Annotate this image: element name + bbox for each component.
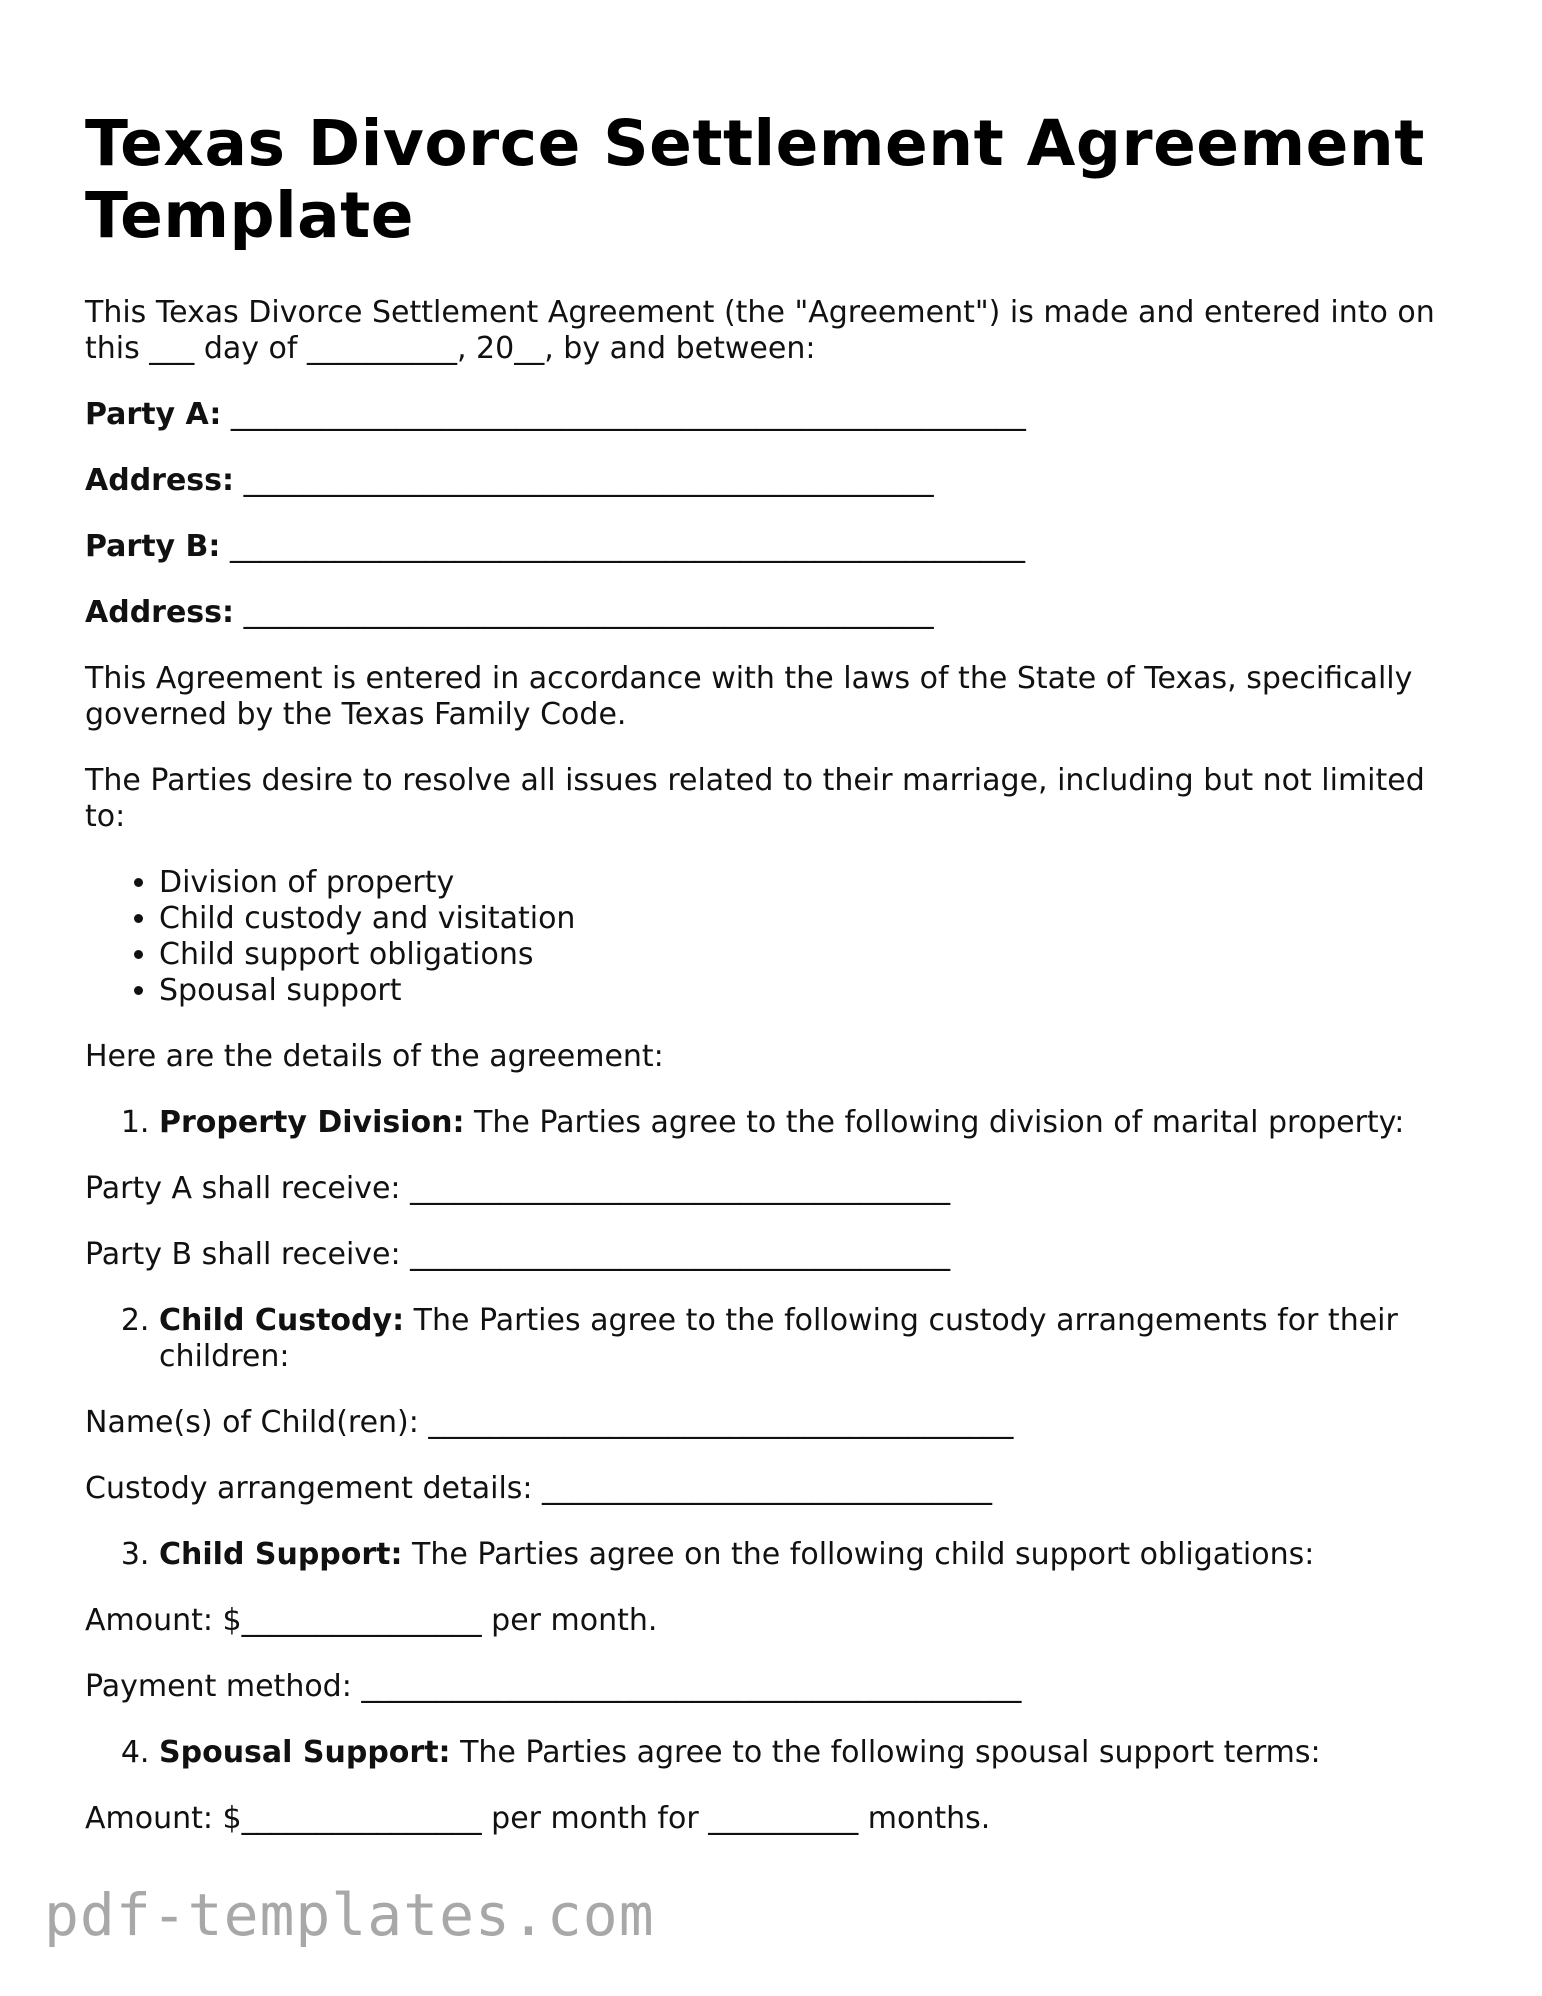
- section-heading: [159, 1537, 1465, 1573]
- party-b-receives-field: Party B shall receive: ____________________________________: [85, 1237, 951, 1272]
- section-heading: [159, 1735, 1465, 1771]
- spousal-support-amount-field: Amount: $________________ per month for __________ months.: [85, 1801, 991, 1836]
- intro-paragraph: This Texas Divorce Settlement Agreement (the "Agreement") is made and entered into on this ___ day of __________, 20__, by and between:: [85, 295, 1435, 366]
- issues-intro-paragraph: The Parties desire to resolve all issues related to their marriage, including but not limited to:: [85, 763, 1425, 834]
- section-child-support: [85, 1537, 1465, 1573]
- section-title: Property Division:: [159, 1105, 465, 1140]
- governing-law-paragraph: This Agreement is entered in accordance with the laws of the State of Texas, specifically governed by the Texas Family Code.: [85, 661, 1413, 732]
- section-text: The Parties agree to the following spousal support terms:: [450, 1735, 1321, 1770]
- party-a-field: [85, 397, 1465, 433]
- custody-details-field: Custody arrangement details: ______________________________: [85, 1471, 993, 1506]
- section-heading: [159, 1303, 1465, 1375]
- section-spousal-support: [85, 1735, 1465, 1771]
- list-item: • Division of property: [159, 865, 1465, 901]
- payment-method-field: Payment method: ____________________________________________: [85, 1669, 1022, 1704]
- document-page: [85, 108, 1465, 1867]
- party-a-address-blank: ______________________________________________: [243, 463, 934, 498]
- party-b-field: [85, 529, 1465, 565]
- child-support-amount-field: Amount: $________________ per month.: [85, 1603, 658, 1638]
- list-item: • Child support obligations: [159, 937, 1465, 973]
- section-child-custody: [85, 1303, 1465, 1375]
- party-b-address-label: Address:: [85, 595, 235, 630]
- party-b-label: Party B:: [85, 529, 221, 564]
- party-b-address-blank: ______________________________________________: [243, 595, 934, 630]
- section-text: The Parties agree on the following child support obligations:: [402, 1537, 1315, 1572]
- party-a-receives-field: Party A shall receive: ____________________________________: [85, 1171, 951, 1206]
- section-title: Child Support:: [159, 1537, 403, 1572]
- party-b-blank: _____________________________________________________: [229, 529, 1025, 564]
- list-item: • Spousal support: [159, 973, 1465, 1009]
- details-intro-paragraph: Here are the details of the agreement:: [85, 1039, 664, 1074]
- section-property-division: [85, 1105, 1465, 1141]
- section-text: The Parties agree to the following division of marital property:: [464, 1105, 1405, 1140]
- watermark: pdf-templates.com: [44, 1881, 655, 1949]
- party-a-address-label: Address:: [85, 463, 235, 498]
- section-heading: [159, 1105, 1465, 1141]
- document-title: Texas Divorce Settlement Agreement Template: [85, 107, 1425, 252]
- section-text: The Parties agree to the following custody arrangements for their children:: [159, 1303, 1398, 1374]
- party-a-blank: _____________________________________________________: [230, 397, 1026, 432]
- issues-list: [85, 865, 1465, 1009]
- section-title: Spousal Support:: [159, 1735, 451, 1770]
- party-a-address-field: [85, 463, 1465, 499]
- list-item: • Child custody and visitation: [159, 901, 1465, 937]
- party-b-address-field: [85, 595, 1465, 631]
- children-names-field: Name(s) of Child(ren): _______________________________________: [85, 1405, 1014, 1440]
- section-title: Child Custody:: [159, 1303, 405, 1338]
- party-a-label: Party A:: [85, 397, 222, 432]
